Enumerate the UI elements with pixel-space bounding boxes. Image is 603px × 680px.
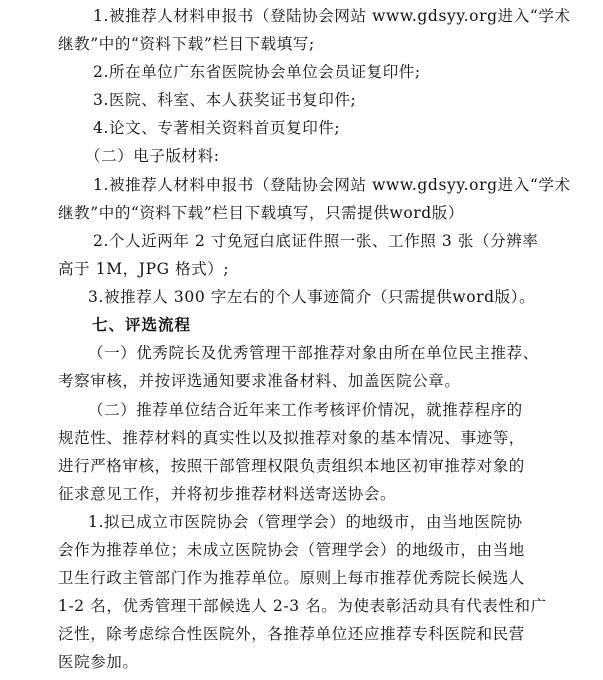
process-para-2-line-1: （二）推荐单位结合近年来工作考核评价情况，就推荐程序的 (88, 401, 523, 419)
paper-item-2: 2.所在单位广东省医院协会单位会员证复印件; (93, 63, 421, 81)
electronic-item-3: 3.被推荐人 300 字左右的个人事迹简介（只需提供word版）。 (88, 288, 536, 306)
process-para-3-line-6: 医院参加。 (58, 653, 139, 671)
process-para-1-line-1: （一）优秀院长及优秀管理干部推荐对象由所在单位民主推荐、 (88, 344, 539, 362)
process-para-3-line-2: 会作为推荐单位；未成立医院协会（管理学会）的地级市，由当地 (58, 541, 525, 559)
process-para-2-line-3: 进行严格审核，按照干部管理权限负责组织本地区初审推荐对象的 (58, 457, 525, 475)
process-para-3-line-3: 卫生行政主管部门作为推荐单位。原则上每市推荐优秀院长候选人 (58, 569, 525, 587)
paper-item-1-line-1: 1.被推荐人材料申报书（登陆协会网站 www.gdsyy.org进入“学术 (93, 7, 571, 25)
paper-item-4: 4.论文、专著相关资料首页复印件; (93, 119, 341, 137)
section-heading-selection-process: 七、评选流程 (92, 316, 192, 334)
electronic-item-1-line-1: 1.被推荐人材料申报书（登陆协会网站 www.gdsyy.org进入“学术 (93, 176, 571, 194)
process-para-3-line-5: 泛性，除考虑综合性医院外，各推荐单位还应推荐专科医院和民营 (58, 625, 525, 643)
process-para-3-line-4: 1-2 名，优秀管理干部候选人 2-3 名。为使表彰活动具有代表性和广 (58, 597, 547, 615)
process-para-2-line-2: 规范性、推荐材料的真实性以及拟推荐对象的基本情况、事迹等， (58, 429, 525, 447)
paper-item-1-line-2: 继教”中的“资料下载”栏目下载填写; (58, 35, 315, 53)
paper-item-3: 3.医院、科室、本人获奖证书复印件; (93, 91, 357, 109)
electronic-item-2-line-2: 高于 1M，JPG 格式）; (58, 260, 230, 278)
electronic-item-1-line-2: 继教”中的“资料下载”栏目下载填写，只需提供word版） (58, 204, 465, 222)
process-para-3-line-1: 1.拟已成立市医院协会（管理学会）的地级市，由当地医院协 (88, 513, 523, 531)
electronic-materials-heading: （二）电子版材料: (85, 147, 220, 165)
process-para-1-line-2: 考察审核，并按评选通知要求准备材料、加盖医院公章。 (58, 372, 461, 390)
electronic-item-2-line-1: 2.个人近两年 2 寸免冠白底证件照一张、工作照 3 张（分辨率 (93, 232, 539, 250)
process-para-2-line-4: 征求意见工作，并将初步推荐材料送寄送协会。 (58, 485, 397, 503)
